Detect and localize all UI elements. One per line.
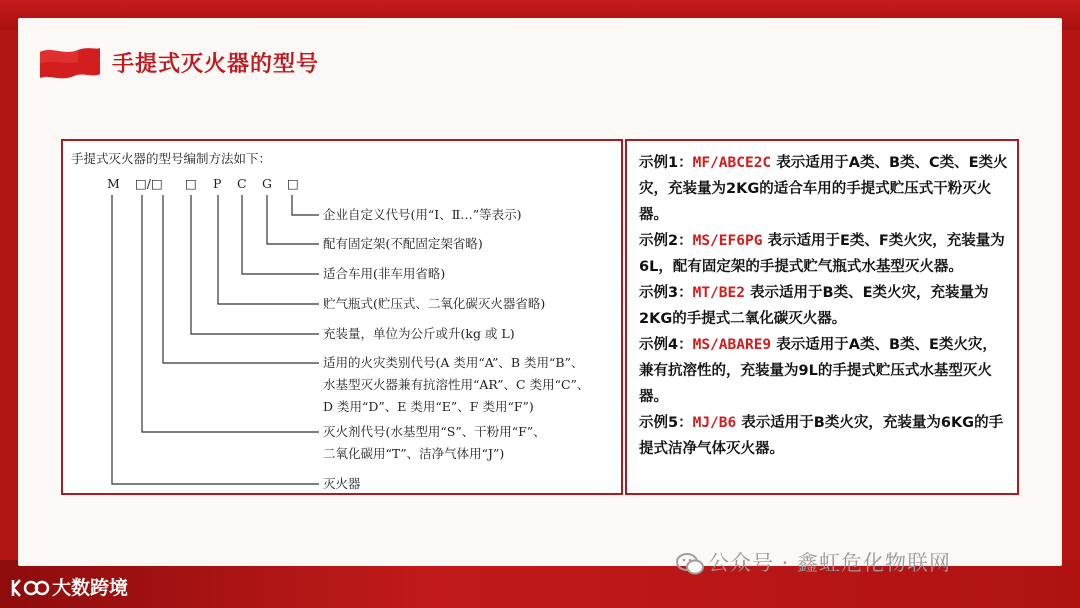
model-diagram-panel — [61, 139, 623, 495]
diagram-connector-lines — [112, 195, 319, 484]
symbol-m: M — [107, 176, 120, 191]
label-extinguisher: 灭火器 — [323, 476, 361, 491]
example-description: 表示适用于A类、B类、C类、E类火灾，充装量为2KG的适合车用的手提式贮压式干粉灭火器。 — [639, 155, 1008, 223]
label-fire-class-1: 适用的火灾类别代号(A 类用“A”、B 类用“B”、 — [323, 355, 584, 370]
page-title: 手提式灭火器的型号 — [112, 52, 320, 77]
example-2 — [639, 228, 1009, 280]
symbol-p: P — [213, 176, 222, 191]
label-custom-code: 企业自定义代号(用“Ⅰ、Ⅱ…”等表示) — [323, 207, 522, 222]
label-vehicle-use: 适合车用(非车用省略) — [323, 266, 446, 281]
example-code: MJ/B6 — [692, 415, 737, 431]
label-agent-2: 二氧化碳用“T”、洁净气体用“J”) — [323, 446, 505, 461]
example-label: 示例2： — [639, 233, 693, 249]
wechat-icon — [676, 552, 704, 576]
example-code: MS/ABARE9 — [692, 337, 772, 353]
model-code-diagram — [63, 141, 621, 493]
example-1 — [639, 150, 1009, 228]
example-4 — [639, 332, 1009, 410]
examples-list — [639, 150, 1009, 462]
example-description: 表示适用于B类火灾，充装量为6KG的手提式洁净气体灭火器。 — [639, 415, 1004, 457]
example-label: 示例5： — [639, 415, 693, 431]
example-description: 表示适用于B类、E类火灾，充装量为2KG的手提式二氧化碳灭火器。 — [639, 285, 989, 327]
symbol-agent-class: □/□ — [135, 176, 163, 191]
symbol-capacity: □ — [185, 176, 197, 191]
examples-panel — [625, 139, 1019, 495]
label-gas-cartridge: 贮气瓶式(贮压式、二氧化碳灭火器省略) — [323, 296, 546, 311]
example-label: 示例1： — [639, 155, 693, 171]
brand-name: 大数跨境 — [52, 577, 129, 599]
symbol-c: C — [237, 176, 247, 191]
watermark-text: 公众号 · 鑫虹危化物联网 — [708, 551, 952, 575]
label-agent-1: 灭火剂代号(水基型用“S”、干粉用“F”、 — [323, 424, 546, 439]
example-code: MS/EF6PG — [692, 233, 763, 249]
label-fire-class-2: 水基型灭火器兼有抗溶性用“AR”、C 类用“C”、 — [323, 377, 590, 392]
diagram-heading: 手提式灭火器的型号编制方法如下： — [71, 151, 272, 166]
example-label: 示例4： — [639, 337, 693, 353]
label-fixed-bracket: 配有固定架(不配固定架省略) — [323, 236, 483, 251]
red-flag-icon — [38, 44, 102, 84]
symbol-g: G — [262, 176, 272, 191]
example-description: 表示适用于E类、F类火灾，充装量为6L，配有固定架的手提式贮气瓶式水基型灭火器。 — [639, 233, 1005, 275]
example-code: MF/ABCE2C — [692, 155, 772, 171]
example-description: 表示适用于A类、B类、E类火灾，兼有抗溶性的，充装量为9L的手提式贮压式水基型灭火器。 — [639, 337, 997, 405]
example-code: MT/BE2 — [692, 285, 745, 301]
label-fire-class-3: D 类用“D”、E 类用“E”、F 类用“F”) — [323, 399, 534, 414]
example-3 — [639, 280, 1009, 332]
example-5 — [639, 410, 1009, 462]
label-capacity: 充装量，单位为公斤或升(kg 或 L) — [323, 326, 515, 341]
symbol-custom: □ — [287, 176, 299, 191]
example-label: 示例3： — [639, 285, 693, 301]
brand-logo-icon — [10, 574, 50, 602]
